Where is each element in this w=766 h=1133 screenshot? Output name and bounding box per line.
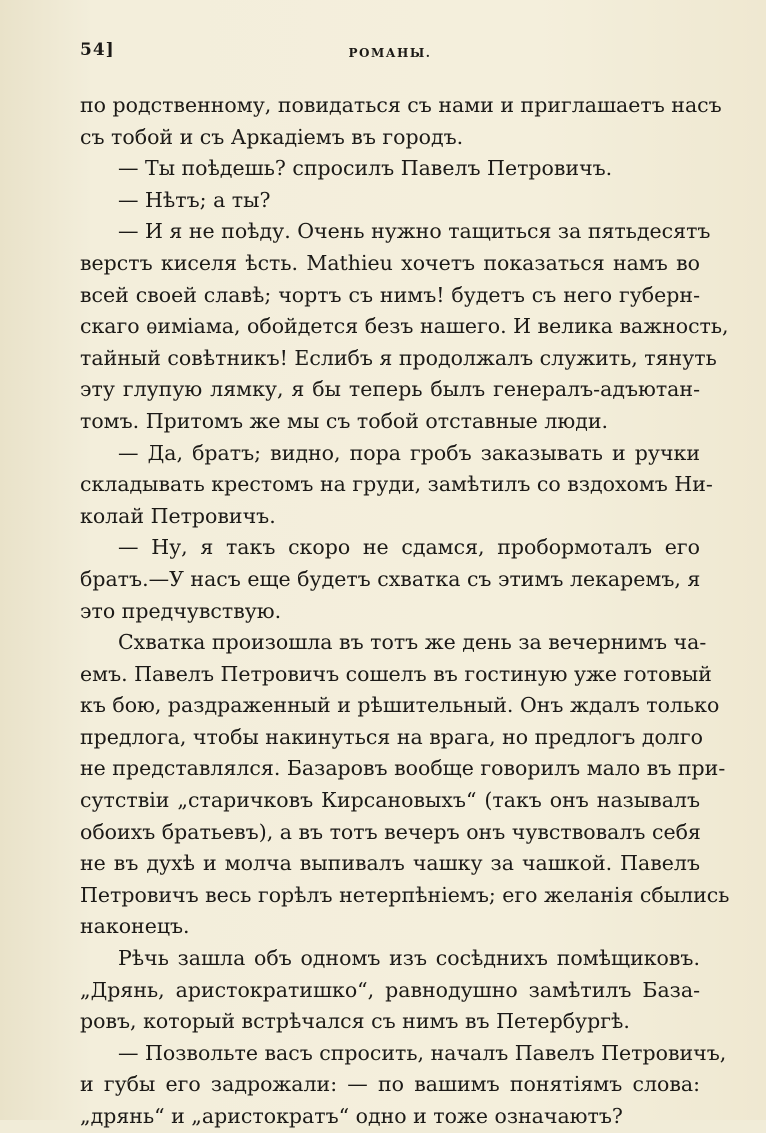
text-line: и губы его задрожали: — по вашимъ понятіямъ слова: [80,1072,700,1097]
text-line: эту глупую лямку, я бы теперь былъ генералъ-адъютан- [80,377,700,402]
text-line: колай Петровичъ. [80,503,276,528]
text-line: „дрянь“ и „аристократъ“ одно и тоже означаютъ? [80,1104,623,1128]
body-text [80,90,730,1133]
paragraph [80,627,730,943]
text-line: верстъ киселя ѣсть. Mathieu хочетъ показаться намъ во [80,250,700,275]
paragraph [80,216,729,437]
paragraph [80,943,700,1038]
text-line: сутствіи „старичковъ Кирсановыхъ“ (такъ онъ называлъ [80,788,700,813]
text-line: Петровичъ весь горѣлъ нетерпѣніемъ; его желанія сбылись [80,882,730,907]
text-line: къ бою, раздраженный и рѣшительный. Онъ ждалъ только [80,693,720,718]
text-line: съ тобой и съ Аркадіемъ въ городъ. [80,124,464,149]
text-line: — Нѣтъ; а ты? [118,187,271,212]
text-line: складывать крестомъ на груди, замѣтилъ со вздохомъ Ни- [80,472,713,497]
paragraph [80,185,700,217]
text-line: не представлялся. Базаровъ вообще говорилъ мало въ при- [80,756,726,781]
text-line: ровъ, который встрѣчался съ нимъ въ Петербургѣ. [80,1009,630,1034]
text-line: Рѣчь зашла объ одномъ изъ сосѣднихъ помѣщиковъ. [118,946,700,971]
page-header [80,40,700,70]
text-line: братъ.—У насъ еще будетъ схватка съ этимъ лекаремъ, я [80,566,701,591]
text-line: емъ. Павелъ Петровичъ сошелъ въ гостиную уже готовый [80,661,712,686]
text-line: скаго ѳиміама, обойдется безъ нашего. И велика важность, [80,314,729,339]
text-line: по родственному, повидаться съ нами и приглашаетъ насъ [80,93,722,117]
text-line: не въ духѣ и молча выпивалъ чашку за чашкой. Павелъ [80,851,700,876]
text-line: обоихъ братьевъ), а въ тотъ вечеръ онъ чувствовалъ себя [80,819,701,844]
text-line: — Ты поѣдешь? спросилъ Павелъ Петровичъ. [118,156,613,181]
text-line: „Дрянь, аристократишко“, равнодушно замѣтилъ База- [80,977,700,1002]
text-line: томъ. Притомъ же мы съ тобой отставные люди. [80,408,608,433]
text-line: тайный совѣтникъ! Еслибъ я продолжалъ служить, тянуть [80,345,717,370]
text-line: это предчувствую. [80,598,282,623]
text-line: — Позвольте васъ спросить, началъ Павелъ Петровичъ, [118,1040,727,1065]
paragraph [80,153,700,185]
paragraph [80,90,722,153]
text-line: — Да, братъ; видно, пора гробъ заказывать и ручки [118,440,700,465]
page-number: 54] [80,40,115,60]
text-line: — И я не поѣду. Очень нужно тащиться за пятьдесятъ [118,219,711,244]
text-line: — Ну, я такъ скоро не сдамся, пробормоталъ его [118,535,700,560]
text-line: наконецъ. [80,914,190,939]
paragraph [80,1038,727,1133]
text-line: предлога, чтобы накинуться на врага, но предлогъ долго [80,724,703,749]
text-line: всей своей славѣ; чортъ съ нимъ! будетъ съ него губерн- [80,282,700,307]
running-title: РОМАНЫ. [348,46,432,60]
paragraph [80,438,713,533]
paragraph [80,532,700,627]
text-line: Схватка произошла въ тотъ же день за вечернимъ ча- [118,630,707,655]
